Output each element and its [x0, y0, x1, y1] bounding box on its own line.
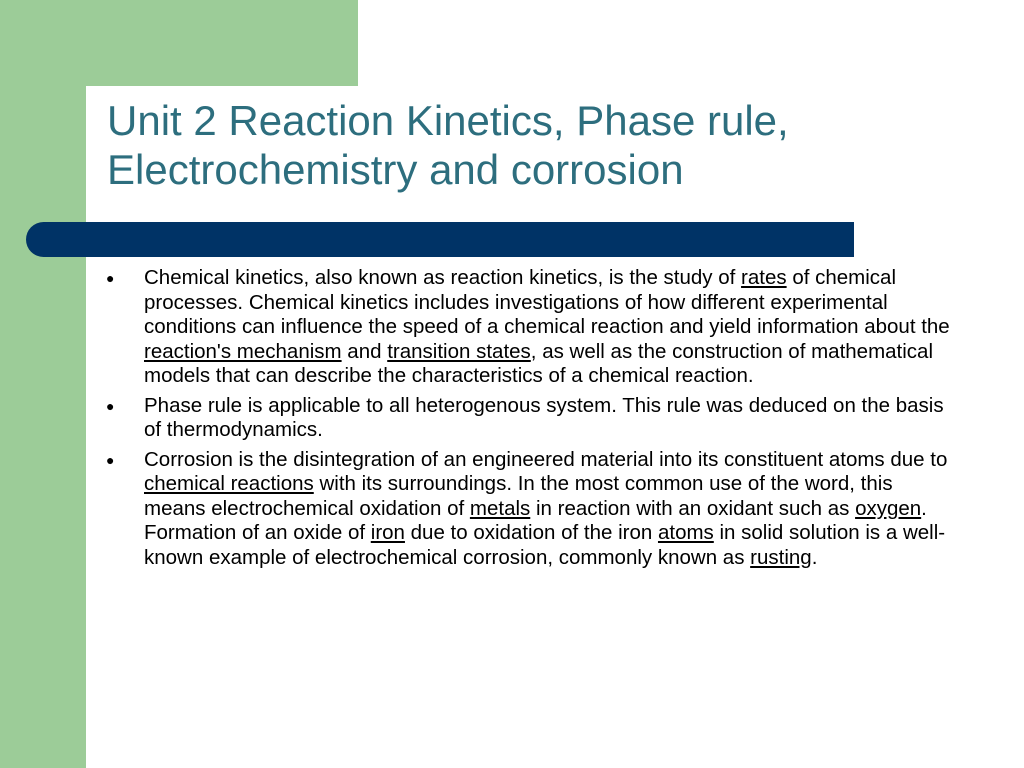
accent-block-top	[0, 0, 358, 86]
bullet-text: . Formation of an oxide of	[144, 496, 927, 544]
bullet-item-kinetics	[104, 266, 954, 389]
link-rates[interactable]: rates	[741, 266, 787, 289]
link-oxygen[interactable]: oxygen	[855, 496, 922, 520]
link-metals[interactable]: metals	[469, 496, 531, 520]
link-transition-states[interactable]: transition states	[387, 339, 531, 363]
bullet-text: Chemical kinetics, also known as reaction kinetics, is the study of	[144, 266, 742, 289]
bullet-text: in solid solution is a well-known example of electrochemical corrosion, commonly known as	[144, 521, 946, 569]
bullet-text: .	[811, 545, 818, 569]
slide-title-line-1: Unit 2 Reaction Kinetics, Phase rule,	[107, 97, 789, 144]
bullet-text: , as well as the construction of mathematical models that can describe the characteristics of a chemical reaction.	[144, 339, 934, 387]
bullet-text: with its surroundings. In the most common use of the word, this means electrochemical oxidation of	[144, 472, 893, 520]
bullet-text: Phase rule is applicable to all heterogenous system. This rule was deduced on the basis of thermodynamics.	[144, 393, 944, 441]
bullet-text: of chemical processes. Chemical kinetics includes investigations of how different experimental conditions can influence the speed of a chemical reaction and yield information about the	[144, 266, 950, 338]
link-reaction-mechanism[interactable]: reaction's mechanism	[144, 339, 342, 363]
slide-title	[107, 96, 967, 194]
bullet-text: and	[341, 339, 388, 363]
link-iron[interactable]: iron	[370, 521, 405, 544]
title-divider-bar	[26, 222, 854, 257]
bullet-marker: ●	[106, 451, 115, 468]
link-rusting[interactable]: rusting	[750, 545, 812, 569]
bullet-text: Corrosion is the disintegration of an engineered material into its constituent atoms due to	[144, 447, 948, 471]
bullet-text: due to oxidation of the iron	[404, 521, 658, 544]
bullet-list	[104, 266, 954, 575]
accent-band-left	[0, 0, 86, 768]
bullet-marker: ●	[106, 270, 115, 286]
link-atoms[interactable]: atoms	[657, 521, 714, 544]
bullet-item-phase-rule	[104, 394, 954, 443]
link-chemical-reactions[interactable]: chemical reactions	[144, 472, 314, 495]
bullet-text: in reaction with an oxidant such as	[530, 496, 856, 520]
bullet-marker: ●	[106, 397, 115, 414]
bullet-item-corrosion	[104, 448, 954, 571]
slide-title-line-2: Electrochemistry and corrosion	[107, 146, 684, 193]
